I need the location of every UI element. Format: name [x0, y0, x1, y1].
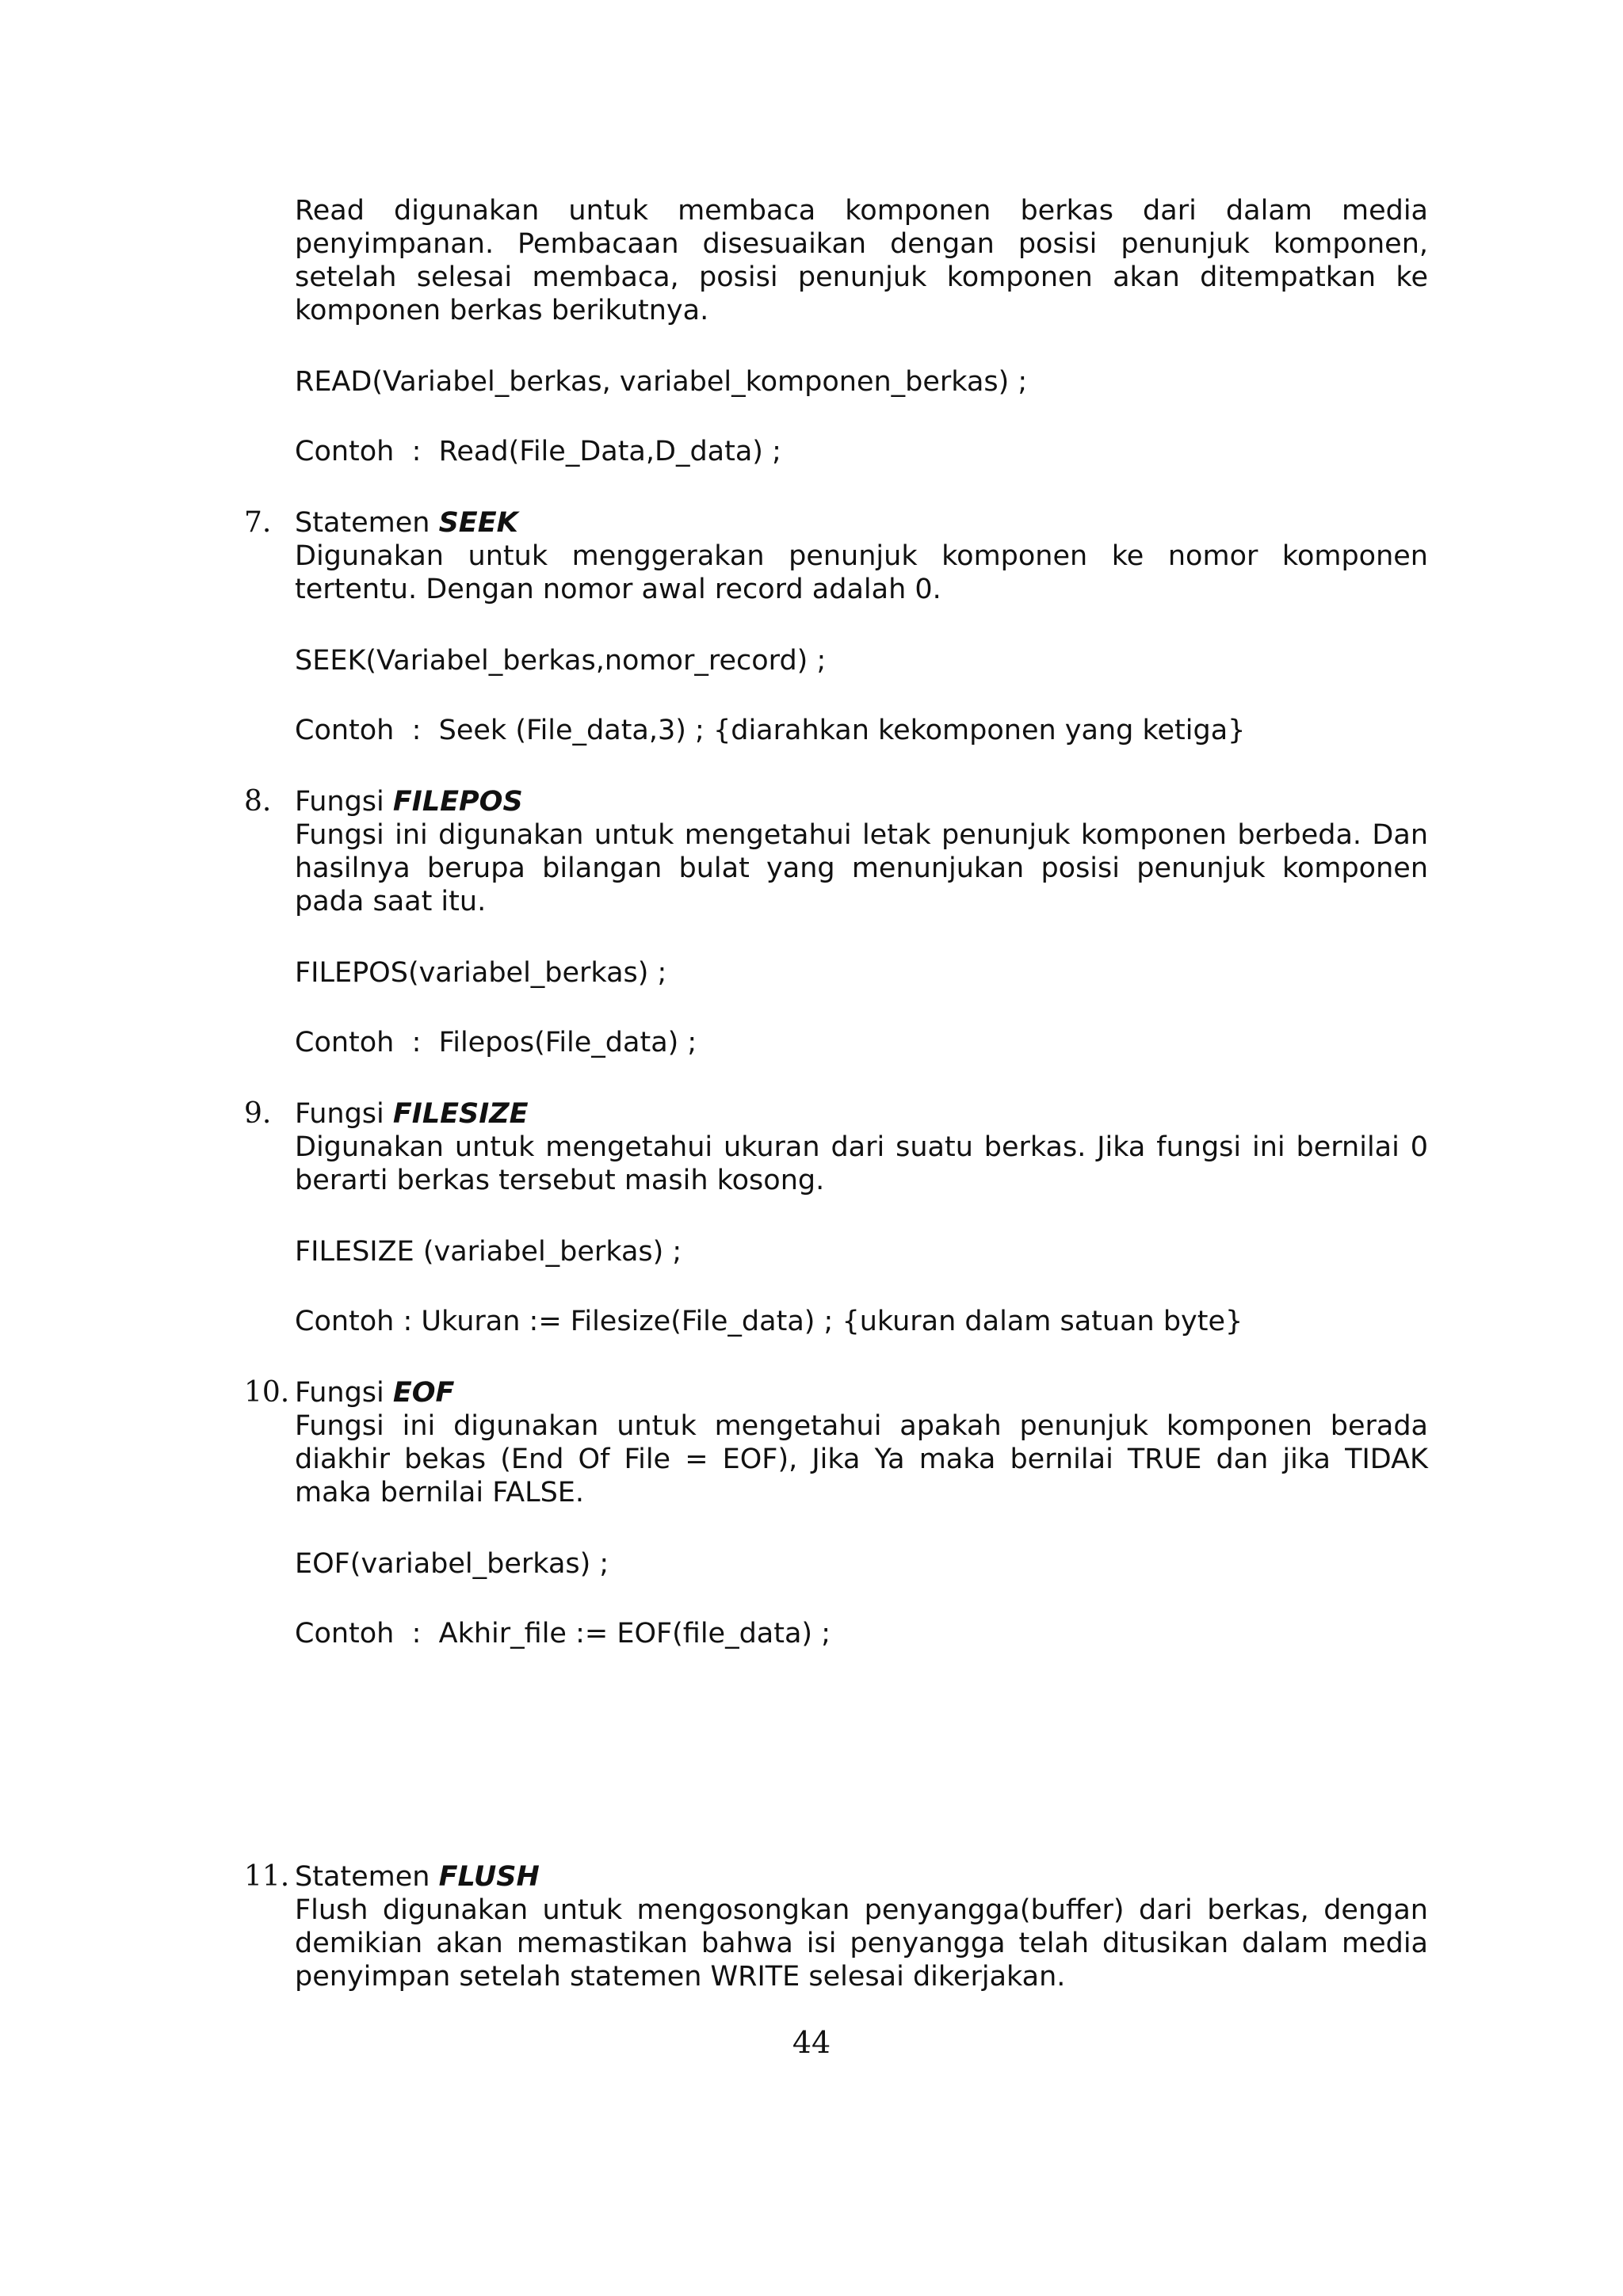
section-filepos [244, 785, 1428, 1059]
section-example: Contoh : Filepos(File_data) ; [295, 1027, 697, 1058]
section-example: Contoh : Akhir_file := EOF(file_data) ; [295, 1618, 831, 1650]
section-heading [295, 1860, 1428, 1894]
heading-keyword: FILESIZE [392, 1098, 529, 1130]
page-content [244, 194, 1428, 1650]
section-syntax: SEEK(Variabel_berkas,nomor_record) ; [295, 645, 827, 677]
section-description: Digunakan untuk mengetahui ukuran dari suatu berkas. Jika fungsi ini bernilai 0 berarti berkas tersebut masih kosong. [295, 1131, 1428, 1196]
section-example: Contoh : Seek (File_data,3) ; {diarahkan kekomponen yang ketiga} [295, 715, 1246, 746]
section-heading [295, 1097, 1428, 1131]
section-eof [244, 1376, 1428, 1650]
section-heading [295, 785, 1428, 818]
heading-keyword: FILEPOS [392, 786, 523, 818]
section-number: 9. [244, 1097, 272, 1130]
section-flush [244, 1860, 1428, 1993]
heading-keyword: EOF [392, 1377, 455, 1409]
page-content-lower [244, 1860, 1428, 1993]
section-heading [295, 1376, 1428, 1409]
heading-prefix: Fungsi [295, 786, 393, 818]
section-example: Contoh : Ukuran := Filesize(File_data) ; {ukuran dalam satuan byte} [295, 1306, 1243, 1337]
section-number: 8. [244, 785, 272, 818]
heading-prefix: Fungsi [295, 1098, 393, 1130]
heading-prefix: Statemen [295, 1861, 439, 1893]
heading-keyword: FLUSH [438, 1861, 540, 1893]
section-syntax: FILEPOS(variabel_berkas) ; [295, 957, 667, 989]
heading-prefix: Statemen [295, 507, 439, 539]
section-number: 7. [244, 506, 272, 539]
section-number: 11. [244, 1860, 290, 1893]
section-description: Fungsi ini digunakan untuk mengetahui apakah penunjuk komponen berada diakhir bekas (End Of File = EOF), Jika Ya maka bernilai TRUE dan jika TIDAK maka bernilai FALSE. [295, 1410, 1428, 1508]
section-syntax: FILESIZE (variabel_berkas) ; [295, 1236, 682, 1268]
read-syntax: READ(Variabel_berkas, variabel_komponen_berkas) ; [295, 366, 1028, 398]
read-example: Contoh : Read(File_Data,D_data) ; [295, 436, 781, 467]
section-description: Digunakan untuk menggerakan penunjuk komponen ke nomor komponen tertentu. Dengan nomor awal record adalah 0. [295, 540, 1428, 605]
section-number: 10. [244, 1376, 290, 1409]
heading-prefix: Fungsi [295, 1377, 393, 1409]
read-description: Read digunakan untuk membaca komponen berkas dari dalam media penyimpanan. Pembacaan disesuaikan dengan posisi penunjuk komponen, setelah selesai membaca, posisi penunjuk komponen akan ditempatkan ke komponen berkas berikutnya. [295, 195, 1428, 326]
section-seek [244, 506, 1428, 747]
section-heading [295, 506, 1428, 540]
section-description: Fungsi ini digunakan untuk mengetahui letak penunjuk komponen berbeda. Dan hasilnya berupa bilangan bulat yang menunjukan posisi penunjuk komponen pada saat itu. [295, 819, 1428, 917]
page-number: 44 [792, 2025, 831, 2060]
section-syntax: EOF(variabel_berkas) ; [295, 1548, 609, 1580]
heading-keyword: SEEK [438, 507, 518, 539]
section-description: Flush digunakan untuk mengosongkan penyangga(buffer) dari berkas, dengan demikian akan memastikan bahwa isi penyangga telah ditusikan dalam media penyimpan setelah statemen WRITE selesai dikerjakan. [295, 1894, 1428, 1993]
section-filesize [244, 1097, 1428, 1338]
